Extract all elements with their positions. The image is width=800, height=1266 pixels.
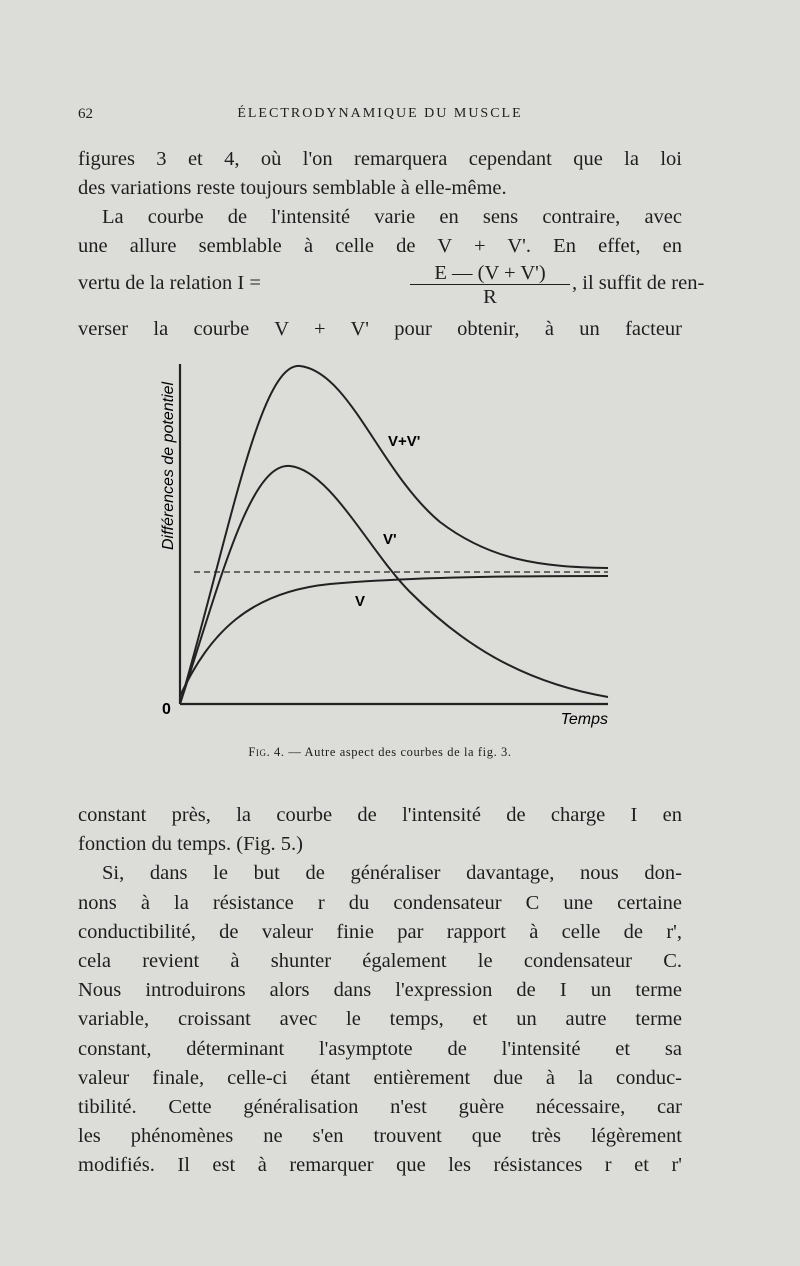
text-line: fonction du temps. (Fig. 5.) — [78, 833, 303, 856]
top-paragraph — [78, 145, 682, 203]
text-line: les phénomènes ne s'en trouvent que très légèrement — [78, 1125, 682, 1148]
x-axis-label: Temps — [560, 711, 608, 728]
text-line: verser la courbe V + V' pour obtenir, à un facteur — [78, 318, 682, 340]
fraction-numerator: E — (V + V') — [410, 262, 570, 285]
formula-line — [78, 262, 705, 308]
text-line: figures 3 et 4, où l'on remarquera cependant que la loi — [78, 148, 682, 170]
fraction — [410, 262, 570, 307]
series-label-v: V — [355, 593, 366, 610]
origin-label: 0 — [162, 701, 171, 718]
text-line: Si, dans le but de généraliser davantage, nous don- — [102, 862, 682, 885]
text-line: tibilité. Cette généralisation n'est guère nécessaire, car — [78, 1095, 682, 1118]
curve-v-prime — [180, 466, 608, 704]
text-line: des variations reste toujours semblable à elle-même. — [78, 177, 507, 200]
y-axis-label: Différences de potentiel — [160, 381, 177, 550]
text-line: conductibilité, de valeur finie par rapport à celle de r', — [78, 920, 682, 943]
caption-text: — Autre aspect des courbes de la fig. 3. — [288, 745, 512, 759]
potential-curves-chart — [150, 352, 630, 737]
text-line: modifiés. Il est à remarquer que les résistances r et r' — [78, 1154, 682, 1177]
second-paragraph-end — [78, 315, 682, 344]
figure-caption — [78, 745, 682, 760]
text-line: La courbe de l'intensité varie en sens contraire, avec — [102, 206, 682, 228]
page-number: 62 — [78, 106, 93, 122]
text-line: nons à la résistance r du condensateur C une certaine — [78, 891, 682, 914]
text-line: cela revient à shunter également le condensateur C. — [78, 949, 682, 972]
figure-number: Fig. 4. — [248, 745, 285, 759]
formula-suffix: , il suffit de ren- — [572, 272, 705, 294]
curve-v — [180, 576, 608, 696]
running-header — [78, 106, 682, 128]
text-line: Nous introduirons alors dans l'expression de I un terme — [78, 979, 682, 1002]
text-line: une allure semblable à celle de V + V'. En effet, en — [78, 235, 682, 258]
text-line: valeur finale, celle-ci étant entièrement due à la conduc- — [78, 1066, 682, 1089]
formula-prefix: vertu de la relation I = — [78, 272, 261, 294]
bottom-paragraph — [78, 801, 682, 1180]
text-line: constant près, la courbe de l'intensité de charge I en — [78, 804, 682, 826]
running-title: ÉLECTRODYNAMIQUE DU MUSCLE — [237, 106, 523, 121]
figure-4 — [150, 352, 630, 737]
fraction-denominator: R — [483, 286, 497, 308]
series-label-v-plus-v-prime: V+V' — [388, 433, 421, 450]
text-line: variable, croissant avec le temps, et un autre terme — [78, 1008, 682, 1031]
series-label-v-prime: V' — [383, 531, 397, 548]
second-paragraph — [78, 203, 682, 261]
text-line: constant, déterminant l'asymptote de l'intensité et sa — [78, 1037, 682, 1060]
